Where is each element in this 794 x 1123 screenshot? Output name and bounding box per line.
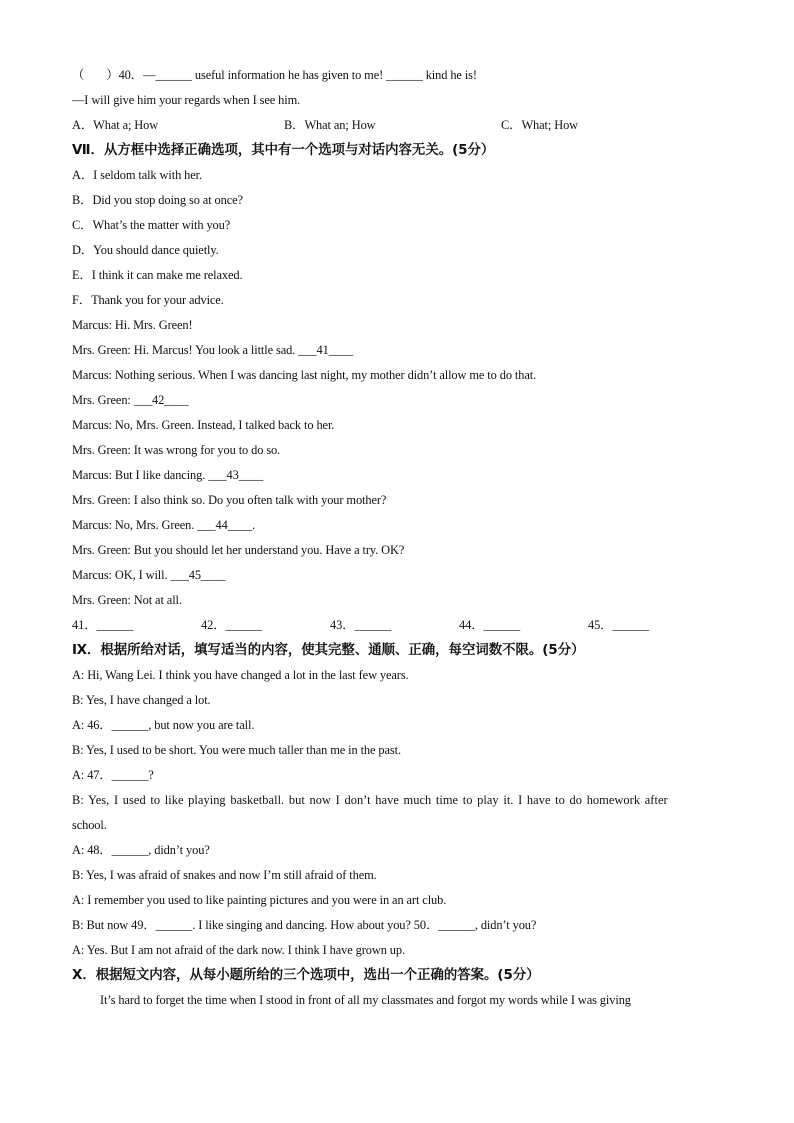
choice-d: D．You should dance quietly.	[72, 243, 219, 257]
answer-blank-44: 44．______	[459, 618, 521, 632]
question-40	[72, 63, 722, 88]
dialogue-line: A: Hi, Wang Lei. I think you have changed a lot in the last few years.	[72, 668, 409, 682]
section-7-heading: Ⅶ．从方框中选择正确选项，其中有一个选项与对话内容无关。(5分）	[72, 143, 495, 158]
dialogue-line: Marcus: But I like dancing. ___43____	[72, 468, 264, 482]
answer-blank-43: 43．______	[330, 618, 392, 632]
dialogue-line: Mrs. Green: Not at all.	[72, 593, 182, 607]
dialogue-line: Marcus: Nothing serious. When I was dancing last night, my mother didn’t allow me to do that.	[72, 368, 537, 382]
dialogue-line: A: I remember you used to like painting pictures and you were in an art club.	[72, 893, 447, 907]
dialogue-line: Marcus: No, Mrs. Green. ___44____.	[72, 518, 256, 532]
choice-b: B．Did you stop doing so at once?	[72, 193, 243, 207]
dialogue-line: school.	[72, 818, 107, 832]
answer-blank-41: 41．______	[72, 618, 134, 632]
dialogue-line: A: 47．______?	[72, 768, 154, 782]
dialogue-line: Mrs. Green: I also think so. Do you often talk with your mother?	[72, 493, 387, 507]
dialogue-line: B: But now 49．______. I like singing and dancing. How about you? 50．______, didn’t you?	[72, 918, 537, 932]
section-9-heading: Ⅸ．根据所给对话，填写适当的内容，使其完整、通顺、正确，每空词数不限。(5分）	[72, 643, 585, 658]
option-a: A．What a; How	[72, 118, 159, 132]
choice-f: F．Thank you for your advice.	[72, 293, 224, 307]
dialogue-line: B: Yes, I was afraid of snakes and now I’m still afraid of them.	[72, 868, 377, 882]
answer-blank-45: 45．______	[588, 618, 650, 632]
question-40-bracket: （	[72, 68, 85, 82]
dialogue-line: B: Yes, I have changed a lot.	[72, 693, 211, 707]
dialogue-line: Marcus: Hi. Mrs. Green!	[72, 318, 193, 332]
dialogue-line: Marcus: No, Mrs. Green. Instead, I talked back to her.	[72, 418, 335, 432]
choice-e: E．I think it can make me relaxed.	[72, 268, 243, 282]
question-40-options	[72, 113, 722, 138]
dialogue-line: Mrs. Green: ___42____	[72, 393, 189, 407]
question-40-reply: —I will give him your regards when I see him.	[72, 93, 301, 107]
choice-a: A．I seldom talk with her.	[72, 168, 202, 182]
dialogue-line: A: 48．______, didn’t you?	[72, 843, 210, 857]
section-10-heading: Ⅹ．根据短文内容，从每小题所给的三个选项中，选出一个正确的答案。(5分）	[72, 968, 540, 983]
worksheet-page	[72, 63, 722, 1013]
answer-blank-42: 42．______	[201, 618, 263, 632]
dialogue-line: B: Yes, I used to like playing basketball. but now I don’t have much time to play it. I have to do homework after	[72, 793, 668, 807]
option-b: B．What an; How	[284, 118, 376, 132]
passage-first-line: It’s hard to forget the time when I stood in front of all my classmates and forgot my words while I was giving	[100, 993, 631, 1007]
choice-c: C．What’s the matter with you?	[72, 218, 231, 232]
dialogue-line: Mrs. Green: Hi. Marcus! You look a little sad. ___41____	[72, 343, 354, 357]
dialogue-line: Mrs. Green: It was wrong for you to do so.	[72, 443, 281, 457]
dialogue-line: Mrs. Green: But you should let her understand you. Have a try. OK?	[72, 543, 405, 557]
dialogue-line: B: Yes, I used to be short. You were much taller than me in the past.	[72, 743, 401, 757]
option-c: C．What; How	[501, 118, 579, 132]
answer-blanks-row	[72, 613, 722, 638]
dialogue-line: Marcus: OK, I will. ___45____	[72, 568, 226, 582]
dialogue-line: A: 46．______, but now you are tall.	[72, 718, 255, 732]
dialogue-line: A: Yes. But I am not afraid of the dark now. I think I have grown up.	[72, 943, 405, 957]
question-40-text: ）40．—______ useful information he has given to me! ______ kind he is!	[106, 68, 477, 82]
